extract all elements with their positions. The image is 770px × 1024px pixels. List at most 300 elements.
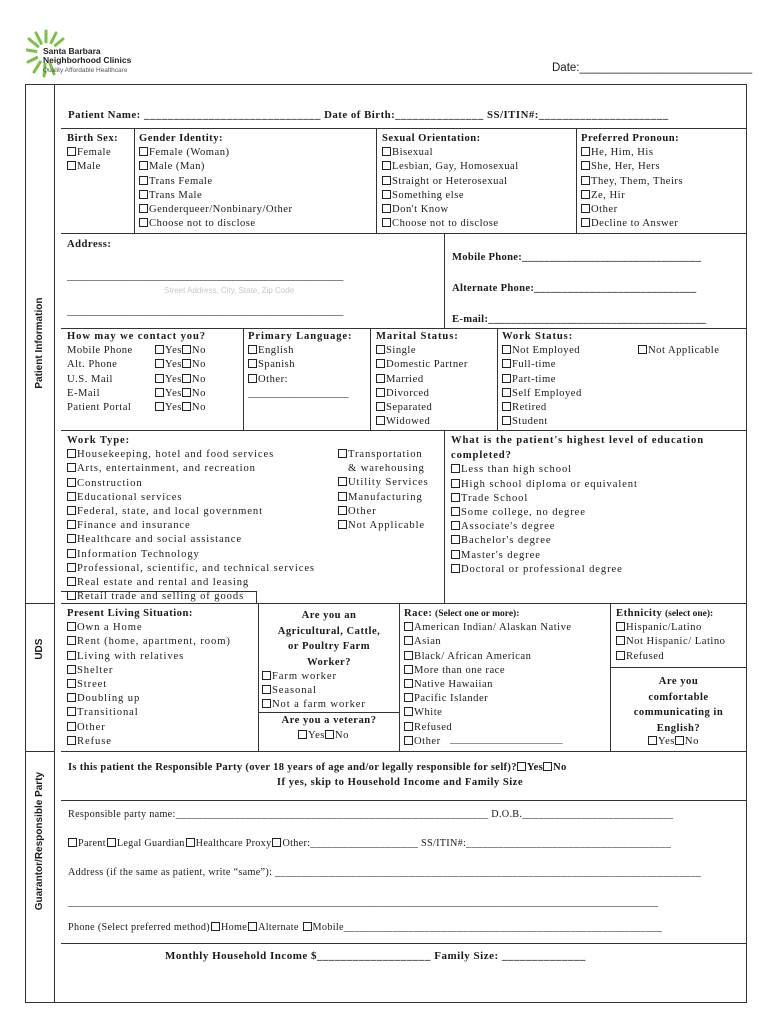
race-option[interactable] <box>404 692 572 706</box>
checkbox[interactable] <box>404 622 413 631</box>
checkbox[interactable] <box>404 665 413 674</box>
contact-no: No <box>191 373 206 385</box>
race-option[interactable] <box>404 635 572 649</box>
agri-option[interactable] <box>262 698 366 712</box>
checkbox[interactable] <box>155 374 164 383</box>
checkbox[interactable] <box>581 204 590 213</box>
checkbox[interactable] <box>338 520 347 529</box>
checkbox[interactable] <box>155 388 164 397</box>
marital-option[interactable] <box>376 415 468 429</box>
marital-option-label: Separated <box>386 401 433 413</box>
pronoun-option-label: They, Them, Theirs <box>591 175 684 187</box>
race-group <box>404 607 572 749</box>
checkbox[interactable] <box>182 345 191 354</box>
english-yes: Yes <box>658 736 675 747</box>
living-option[interactable] <box>67 621 231 635</box>
sexual-orientation-option[interactable] <box>382 203 519 217</box>
section-uds: UDS <box>33 638 45 660</box>
checkbox[interactable] <box>451 564 460 573</box>
living-option[interactable] <box>67 692 231 706</box>
education-option-label: Doctoral or professional degree <box>461 563 623 575</box>
checkbox[interactable] <box>155 359 164 368</box>
work-type-option-label: Healthcare and social assistance <box>77 534 242 546</box>
work-status-na[interactable]: Not Applicable <box>638 344 719 358</box>
checkbox[interactable] <box>298 730 307 739</box>
checkbox[interactable] <box>451 479 460 488</box>
checkbox[interactable] <box>182 402 191 411</box>
work-type-option-label: Not Applicable <box>348 519 426 531</box>
phone-home: Home <box>220 922 248 933</box>
checkbox[interactable] <box>67 651 76 660</box>
gender-identity-option-label: Choose not to disclose <box>149 218 256 230</box>
checkbox[interactable] <box>543 762 552 771</box>
work-status-option[interactable] <box>502 373 582 387</box>
mobile-phone-field[interactable]: Mobile Phone:________________________________ <box>452 252 702 263</box>
checkbox[interactable] <box>211 922 220 931</box>
logo-name-1: Santa Barbara <box>43 46 101 56</box>
work-type-option-label: Utility Services <box>348 477 429 489</box>
education-option[interactable] <box>451 506 704 520</box>
work-type-option[interactable] <box>67 548 315 562</box>
language-option-label: Other: <box>258 373 289 385</box>
checkbox[interactable] <box>262 671 271 680</box>
education-option-label: Trade School <box>461 492 529 504</box>
checkbox[interactable] <box>67 492 76 501</box>
checkbox[interactable] <box>376 388 385 397</box>
gender-identity-option-label: Female (Woman) <box>149 147 230 159</box>
checkbox[interactable] <box>675 736 684 745</box>
checkbox[interactable] <box>139 161 148 170</box>
gender-identity-option-label: Male (Man) <box>149 161 205 173</box>
checkbox[interactable] <box>502 359 511 368</box>
work-type-option[interactable] <box>338 505 429 519</box>
work-type-option[interactable] <box>67 477 315 491</box>
race-option-label: Asian <box>414 636 442 648</box>
race-option[interactable] <box>404 621 572 635</box>
contact-yes-no <box>155 387 206 401</box>
race-option[interactable] <box>404 650 572 664</box>
language-other-blank[interactable]: ___________________ <box>248 387 349 399</box>
checkbox[interactable] <box>67 722 76 731</box>
contact-method-label: U.S. Mail <box>67 373 113 385</box>
english-q-line-2: comfortable <box>648 691 709 703</box>
checkbox[interactable] <box>248 359 257 368</box>
living-option-label: Transitional <box>77 707 139 719</box>
contact-yes: Yes <box>165 345 182 357</box>
sexual-orientation-option[interactable] <box>382 146 519 160</box>
checkbox[interactable] <box>248 922 257 931</box>
checkbox[interactable] <box>338 477 347 486</box>
checkbox[interactable] <box>303 922 312 931</box>
contact-label: How may we contact you? <box>67 331 206 342</box>
clinic-logo <box>26 28 136 80</box>
sexual-orientation-group <box>382 132 519 231</box>
checkbox[interactable] <box>581 218 590 227</box>
checkbox[interactable] <box>67 563 76 572</box>
education-option-label: Bachelor's degree <box>461 535 552 547</box>
checkbox[interactable] <box>67 161 76 170</box>
phone-mobile[interactable]: Mobile___________________________________________________________ <box>312 922 663 933</box>
checkbox[interactable] <box>376 416 385 425</box>
checkbox[interactable] <box>502 374 511 383</box>
checkbox[interactable] <box>67 636 76 645</box>
marital-option[interactable] <box>376 401 468 415</box>
checkbox[interactable] <box>616 636 625 645</box>
race-other-blank[interactable]: _________________________ <box>450 735 563 745</box>
checkbox[interactable] <box>502 416 511 425</box>
phone-alternate: Alternate <box>258 922 299 933</box>
work-status-option[interactable] <box>502 415 582 429</box>
sexual-orientation-option[interactable] <box>382 217 519 231</box>
sexual-orientation-option-label: Choose not to disclose <box>392 218 499 230</box>
gender-identity-option[interactable] <box>139 146 293 160</box>
checkbox[interactable] <box>404 679 413 688</box>
checkbox[interactable] <box>404 722 413 731</box>
checkbox[interactable] <box>67 549 76 558</box>
checkbox[interactable] <box>451 507 460 516</box>
pronoun-option-label: Decline to Answer <box>591 218 679 230</box>
pronoun-option[interactable] <box>581 160 683 174</box>
race-option-label: Pacific Islander <box>414 693 489 705</box>
ethnicity-option[interactable] <box>616 650 725 664</box>
race-option[interactable] <box>404 678 572 692</box>
checkbox[interactable] <box>581 161 590 170</box>
living-option-label: Doubling up <box>77 693 141 705</box>
ethnicity-option[interactable] <box>616 621 725 635</box>
logo-name-2: Neighborhood Clinics <box>43 55 132 65</box>
birth-sex-option[interactable] <box>67 160 118 174</box>
gender-identity-option[interactable] <box>139 189 293 203</box>
marital-option[interactable] <box>376 373 468 387</box>
email-field[interactable]: E-mail:_______________________________________ <box>452 314 707 325</box>
sexual-orientation-option-label: Don't Know <box>392 203 449 215</box>
work-type-option[interactable] <box>67 505 315 519</box>
living-option[interactable] <box>67 650 231 664</box>
ethnicity-option-label: Refused <box>626 650 665 662</box>
pronoun-label: Preferred Pronoun: <box>581 133 680 144</box>
checkbox[interactable] <box>139 204 148 213</box>
address-placeholder: Street Address, City, State, Zip Code <box>164 286 295 295</box>
checkbox[interactable] <box>107 838 116 847</box>
pronoun-option[interactable] <box>581 146 683 160</box>
living-option[interactable] <box>67 721 231 735</box>
checkbox[interactable] <box>139 190 148 199</box>
contact-row <box>67 344 206 358</box>
checkbox[interactable] <box>67 478 76 487</box>
sexual-orientation-option-label: Something else <box>392 189 465 201</box>
ethnicity-option[interactable] <box>616 635 725 649</box>
work-type-option[interactable] <box>67 462 315 476</box>
agri-option[interactable] <box>262 684 366 698</box>
work-status-option[interactable] <box>502 387 582 401</box>
birth-sex-option[interactable] <box>67 146 118 160</box>
work-type-option-label: Manufacturing <box>348 491 423 503</box>
contact-yes: Yes <box>165 373 182 385</box>
living-option[interactable] <box>67 706 231 720</box>
date-field[interactable]: Date:___________________________ <box>552 62 753 74</box>
checkbox[interactable] <box>581 190 590 199</box>
race-option[interactable] <box>404 664 572 678</box>
checkbox[interactable] <box>404 707 413 716</box>
checkbox[interactable] <box>262 685 271 694</box>
checkbox[interactable] <box>67 147 76 156</box>
sexual-orientation-option[interactable] <box>382 160 519 174</box>
gender-identity-option[interactable] <box>139 160 293 174</box>
checkbox[interactable] <box>67 707 76 716</box>
education-option-label: Some college, no degree <box>461 506 586 518</box>
checkbox[interactable] <box>338 492 347 501</box>
checkbox[interactable] <box>382 204 391 213</box>
checkbox[interactable] <box>382 161 391 170</box>
agri-question <box>259 608 399 670</box>
agri-option[interactable] <box>262 670 366 684</box>
checkbox[interactable] <box>67 534 76 543</box>
checkbox[interactable] <box>404 651 413 660</box>
education-option[interactable] <box>451 463 704 477</box>
checkbox[interactable] <box>451 521 460 530</box>
language-option-label: English <box>258 345 294 357</box>
work-status-option[interactable] <box>502 358 582 372</box>
checkbox[interactable] <box>67 679 76 688</box>
checkbox[interactable] <box>155 345 164 354</box>
english-q-line-1: Are you <box>658 676 699 687</box>
checkbox[interactable] <box>451 493 460 502</box>
rel-proxy: Healthcare Proxy <box>195 838 272 849</box>
race-option-label: Refused <box>414 721 453 733</box>
responsible-address-line-2[interactable]: ___________________________________________________________________________________________________________________________ <box>68 897 658 908</box>
marital-option[interactable] <box>376 344 468 358</box>
language-option[interactable] <box>248 344 352 358</box>
contact-yes: Yes <box>165 387 182 399</box>
checkbox[interactable] <box>325 730 334 739</box>
marital-label: Marital Status: <box>376 331 459 342</box>
agri-options <box>262 670 366 713</box>
checkbox[interactable] <box>581 176 590 185</box>
contact-yes-no <box>155 344 206 358</box>
contact-no: No <box>191 359 206 371</box>
checkbox[interactable] <box>248 374 257 383</box>
work-type-option[interactable] <box>67 590 315 604</box>
checkbox[interactable] <box>382 147 391 156</box>
education-option[interactable] <box>451 520 704 534</box>
agri-option-label: Not a farm worker <box>272 699 366 711</box>
checkbox[interactable] <box>182 374 191 383</box>
checkbox[interactable] <box>67 463 76 472</box>
checkbox[interactable] <box>186 838 195 847</box>
living-option-label: Rent (home, apartment, room) <box>77 636 231 648</box>
marital-option-label: Divorced <box>386 387 430 399</box>
checkbox[interactable] <box>404 693 413 702</box>
language-option-label: Spanish <box>258 359 296 371</box>
veteran-yes: Yes <box>308 730 325 741</box>
rel-other[interactable]: Other:____________________ SS/ITIN#:______________________________________ <box>282 838 672 849</box>
responsible-phone-row <box>68 921 662 935</box>
work-type-transportation[interactable]: Transportation <box>338 448 429 462</box>
checkbox[interactable] <box>382 190 391 199</box>
checkbox[interactable] <box>648 736 657 745</box>
race-option-label: American Indian/ Alaskan Native <box>414 622 572 634</box>
checkbox[interactable] <box>404 636 413 645</box>
checkbox[interactable] <box>67 693 76 702</box>
checkbox[interactable] <box>404 736 413 745</box>
pronoun-option-label: He, Him, His <box>591 147 654 159</box>
language-option[interactable] <box>248 358 352 372</box>
marital-option-label: Widowed <box>386 416 431 428</box>
checkbox[interactable] <box>451 535 460 544</box>
work-type-option[interactable] <box>67 491 315 505</box>
checkbox[interactable] <box>451 464 460 473</box>
checkbox[interactable] <box>262 699 271 708</box>
contact-row <box>67 358 206 372</box>
patient-name-row[interactable]: Patient Name: ______________________________ Date of Birth:_______________ SS/ITIN#:______________________ <box>68 109 669 121</box>
work-type-right <box>338 448 429 533</box>
checkbox[interactable] <box>451 550 460 559</box>
work-type-option[interactable] <box>338 491 429 505</box>
veteran-options <box>298 729 349 743</box>
gender-identity-option[interactable] <box>139 217 293 231</box>
sexual-orientation-option[interactable] <box>382 189 519 203</box>
marital-option-label: Single <box>386 345 417 357</box>
contact-yes: Yes <box>165 359 182 371</box>
contact-no: No <box>191 345 206 357</box>
checkbox[interactable] <box>67 506 76 515</box>
sexual-orientation-label: Sexual Orientation: <box>382 133 481 144</box>
marital-option[interactable] <box>376 358 468 372</box>
checkbox[interactable] <box>616 622 625 631</box>
work-type-option-label: Federal, state, and local government <box>77 505 263 517</box>
section-patient-information: Patient Information <box>33 297 45 389</box>
education-option-label: Associate's degree <box>461 521 556 533</box>
checkbox[interactable] <box>155 402 164 411</box>
education-option[interactable] <box>451 549 704 563</box>
checkbox[interactable] <box>67 577 76 586</box>
responsible-yes: Yes <box>526 762 544 773</box>
checkbox[interactable] <box>376 374 385 383</box>
ethnicity-label: Ethnicity <box>616 608 663 619</box>
checkbox[interactable] <box>272 838 281 847</box>
checkbox[interactable] <box>517 762 526 771</box>
contact-preference-group <box>67 330 206 415</box>
english-options <box>648 735 699 749</box>
gender-identity-option-label: Trans Male <box>149 189 203 201</box>
alternate-phone-field[interactable]: Alternate Phone:_____________________________ <box>452 283 697 294</box>
responsible-no: No <box>553 762 567 773</box>
checkbox[interactable] <box>376 402 385 411</box>
checkbox[interactable] <box>67 449 76 458</box>
pronoun-option[interactable] <box>581 189 683 203</box>
work-type-option[interactable] <box>67 519 315 533</box>
education-option[interactable] <box>451 478 704 492</box>
work-type-option[interactable] <box>338 476 429 490</box>
checkbox[interactable] <box>638 345 647 354</box>
checkbox[interactable] <box>67 520 76 529</box>
checkbox[interactable] <box>248 345 257 354</box>
checkbox[interactable] <box>338 449 347 458</box>
education-option[interactable] <box>451 492 704 506</box>
checkbox[interactable] <box>67 665 76 674</box>
checkbox[interactable] <box>182 388 191 397</box>
checkbox[interactable] <box>382 176 391 185</box>
checkbox[interactable] <box>502 345 511 354</box>
gender-identity-option[interactable] <box>139 203 293 217</box>
pronoun-option[interactable] <box>581 203 683 217</box>
agri-q-line-4: Worker? <box>306 656 352 668</box>
work-type-option[interactable] <box>67 533 315 547</box>
income-family-size[interactable]: Monthly Household Income $___________________ Family Size: ______________ <box>165 950 586 962</box>
living-option[interactable] <box>67 664 231 678</box>
ethnicity-option-label: Hispanic/Latino <box>626 622 702 634</box>
address-line-2[interactable]: ____________________________________________________________ <box>67 306 344 317</box>
checkbox[interactable] <box>139 176 148 185</box>
checkbox[interactable] <box>67 622 76 631</box>
checkbox[interactable] <box>616 651 625 660</box>
living-option-label: Street <box>77 678 108 690</box>
gender-identity-option[interactable] <box>139 175 293 189</box>
checkbox[interactable] <box>67 736 76 745</box>
checkbox[interactable] <box>376 359 385 368</box>
agri-q-line-1: Are you an <box>301 610 357 621</box>
checkbox[interactable] <box>382 218 391 227</box>
race-option[interactable] <box>404 706 572 720</box>
checkbox[interactable] <box>182 359 191 368</box>
checkbox[interactable] <box>502 402 511 411</box>
address-line-1[interactable]: ____________________________________________________________ <box>67 271 344 282</box>
living-option-label: Shelter <box>77 664 114 676</box>
marital-option-label: Married <box>386 373 424 385</box>
checkbox[interactable] <box>338 506 347 515</box>
responsible-address-field[interactable]: Address (if the same as patient, write “same”): _______________________________________________________________________________ <box>68 867 702 878</box>
work-type-option[interactable] <box>67 576 315 590</box>
gender-identity-group <box>139 132 293 231</box>
work-type-option[interactable] <box>67 448 315 462</box>
work-status-group <box>502 330 582 429</box>
work-type-option[interactable] <box>338 519 429 533</box>
work-type-label: Work Type: <box>67 435 131 446</box>
work-status-option[interactable] <box>502 401 582 415</box>
checkbox[interactable] <box>139 147 148 156</box>
responsible-skip-note: If yes, skip to Household Income and Family Size <box>276 777 524 788</box>
birth-sex-option-label: Male <box>77 161 101 173</box>
responsible-name-field[interactable]: Responsible party name:__________________________________________________________ D.O.B.____________________________ <box>68 809 674 820</box>
living-option[interactable] <box>67 735 231 749</box>
marital-option[interactable] <box>376 387 468 401</box>
checkbox[interactable] <box>502 388 511 397</box>
checkbox[interactable] <box>376 345 385 354</box>
education-option[interactable] <box>451 534 704 548</box>
living-option[interactable] <box>67 678 231 692</box>
education-option[interactable] <box>451 563 704 577</box>
race-option-label: Black/ African American <box>414 650 532 662</box>
checkbox[interactable] <box>581 147 590 156</box>
contact-no: No <box>191 387 206 399</box>
work-type-option[interactable] <box>67 562 315 576</box>
work-type-option-label: Other <box>348 505 377 517</box>
agri-option-label: Farm worker <box>272 671 337 682</box>
pronoun-option[interactable] <box>581 175 683 189</box>
language-option[interactable] <box>248 373 352 387</box>
work-type-option-label: Professional, scientific, and technical services <box>77 562 315 574</box>
living-option[interactable] <box>67 635 231 649</box>
work-status-option[interactable] <box>502 344 582 358</box>
contact-row <box>67 373 206 387</box>
checkbox[interactable] <box>68 838 77 847</box>
living-option-label: Other <box>77 721 106 733</box>
pronoun-option[interactable] <box>581 217 683 231</box>
checkbox[interactable] <box>67 591 76 600</box>
sexual-orientation-option[interactable] <box>382 175 519 189</box>
sexual-orientation-option-label: Straight or Heterosexual <box>392 175 508 187</box>
checkbox[interactable] <box>139 218 148 227</box>
